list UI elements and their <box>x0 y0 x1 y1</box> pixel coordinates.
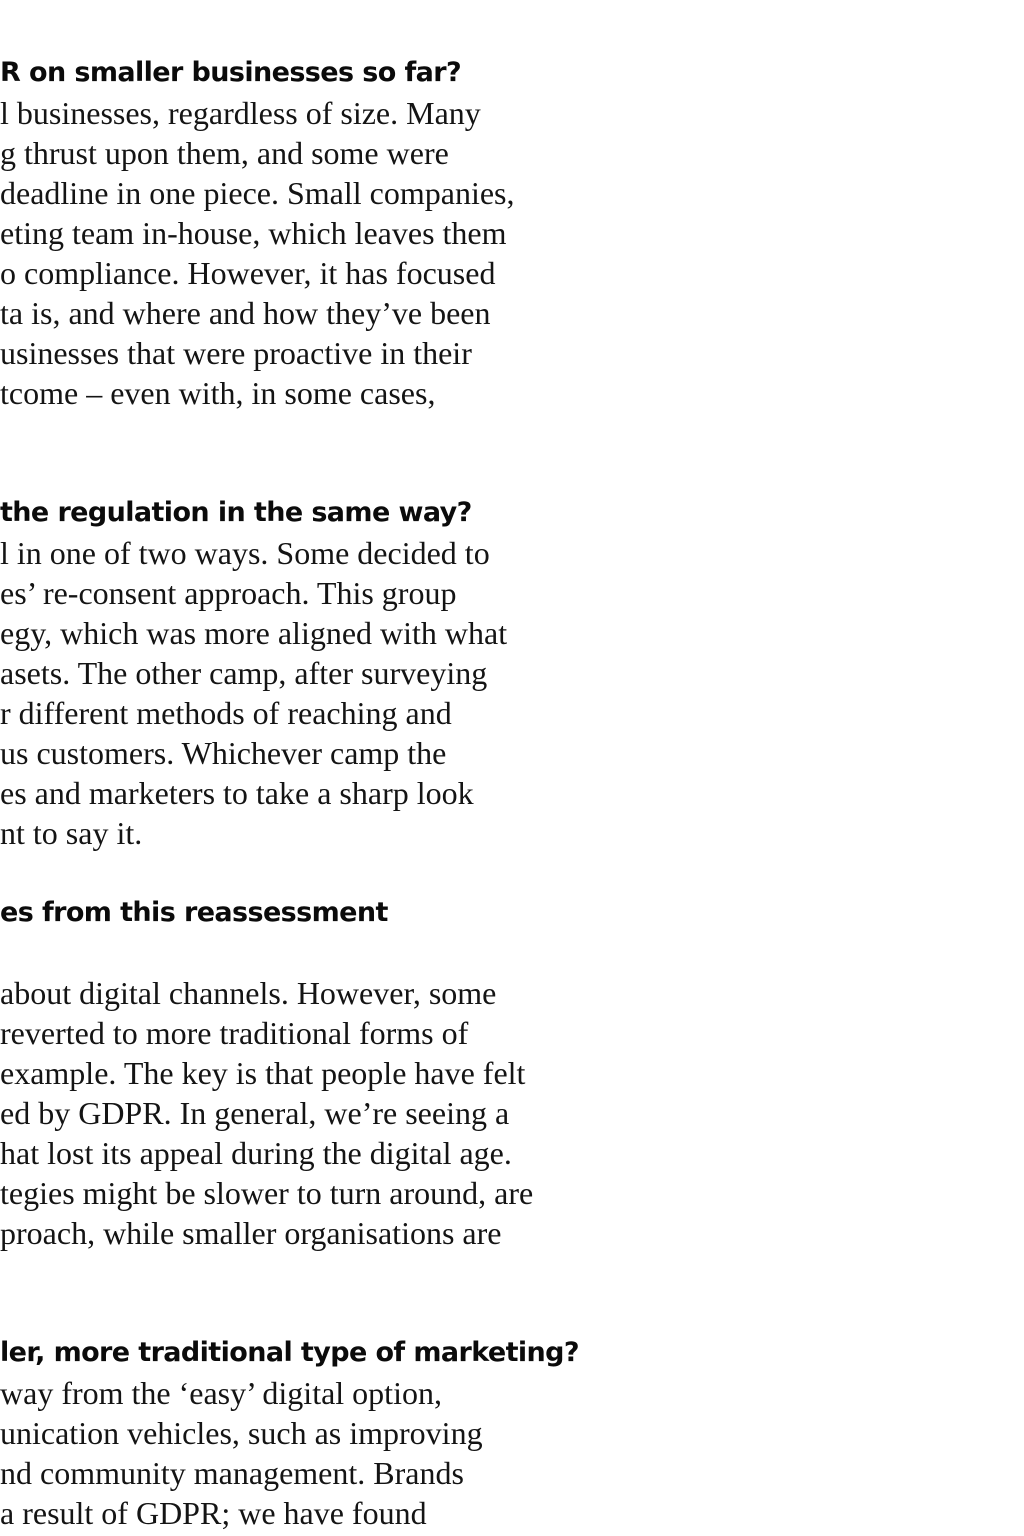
answer-line: l in one of two ways. Some decided to <box>0 535 490 571</box>
question-heading: R on smaller businesses so far? <box>0 57 462 88</box>
answer-line: us customers. Whichever camp the <box>0 735 447 771</box>
question-heading: the regulation in the same way? <box>0 497 472 528</box>
qa-section-reassessment <box>0 893 620 1253</box>
answer-line: about digital channels. However, some <box>0 975 497 1011</box>
answer-line: egy, which was more aligned with what <box>0 615 508 651</box>
answer-line: way from the ‘easy’ digital option, <box>0 1375 442 1411</box>
qa-section-traditional-marketing <box>0 1333 620 1533</box>
answer-line: asets. The other camp, after surveying <box>0 655 488 691</box>
answer-line: tegies might be slower to turn around, are <box>0 1175 534 1211</box>
answer-line: tcome – even with, in some cases, <box>0 375 436 411</box>
answer-line: nt to say it. <box>0 815 143 851</box>
answer-line: l businesses, regardless of size. Many <box>0 95 481 131</box>
answer-line: g thrust upon them, and some were <box>0 135 449 171</box>
question-heading: es from this reassessment <box>0 897 388 928</box>
answer-line: ed by GDPR. In general, we’re seeing a <box>0 1095 510 1131</box>
answer-line: reverted to more traditional forms of <box>0 1015 469 1051</box>
answer-line: o compliance. However, it has focused <box>0 255 496 291</box>
answer-line: ta is, and where and how they’ve been <box>0 295 491 331</box>
answer-line: deadline in one piece. Small companies, <box>0 175 515 211</box>
qa-section-gdpr-impact <box>0 53 620 413</box>
qa-section-regulation-approach <box>0 493 620 853</box>
answer-line: nd community management. Brands <box>0 1455 464 1491</box>
answer-line: hat lost its appeal during the digital age. <box>0 1135 512 1171</box>
answer-line: r different methods of reaching and <box>0 695 452 731</box>
answer-line: eting team in-house, which leaves them <box>0 215 507 251</box>
question-heading: ler, more traditional type of marketing? <box>0 1337 579 1368</box>
answer-line: a result of GDPR; we have found <box>0 1495 427 1531</box>
answer-line: es’ re-consent approach. This group <box>0 575 457 611</box>
heading-spacer <box>0 933 620 973</box>
answer-line: es and marketers to take a sharp look <box>0 775 474 811</box>
answer-line: usinesses that were proactive in their <box>0 335 472 371</box>
answer-line: proach, while smaller organisations are <box>0 1215 502 1251</box>
answer-line: example. The key is that people have felt <box>0 1055 526 1091</box>
answer-line: unication vehicles, such as improving <box>0 1415 483 1451</box>
